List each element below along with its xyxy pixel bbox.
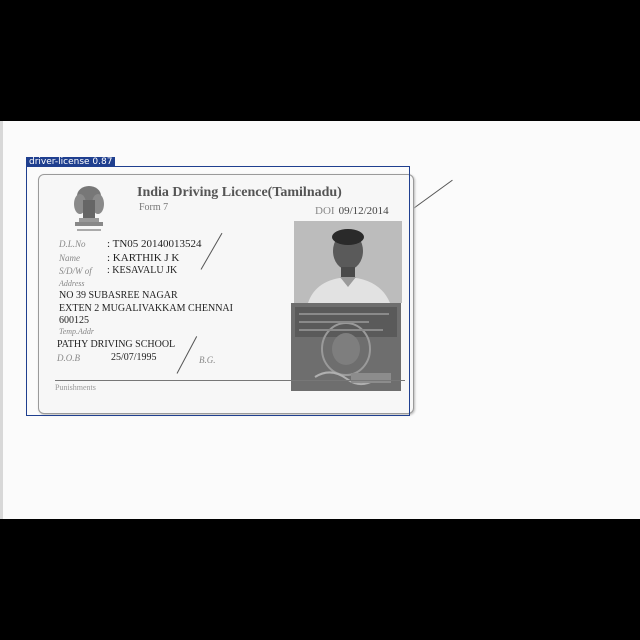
punishments-label: Punishments	[55, 383, 96, 392]
name-label: Name	[59, 253, 80, 263]
temp-address-value: PATHY DRIVING SCHOOL	[57, 339, 176, 350]
card-title: India Driving Licence(Tamilnadu)	[137, 185, 342, 200]
sdw-label: S/D/W of	[59, 266, 92, 276]
temp-address-label: Temp.Addr	[59, 327, 95, 336]
dob-label: D.O.B	[57, 353, 80, 363]
detection-label: driver-license 0.87	[26, 157, 115, 167]
name-value: : KARTHIK J K	[107, 252, 180, 264]
detection-box	[26, 166, 410, 416]
pen-stroke	[412, 180, 453, 210]
blood-group-label: B.G.	[199, 355, 216, 365]
form-number: Form 7	[139, 202, 169, 213]
dl-number-value: : TN05 20140013524	[107, 238, 202, 250]
dl-number-label: D.L.No	[59, 239, 86, 249]
address-line-2: EXTEN 2 MUGALIVAKKAM CHENNAI	[59, 303, 233, 314]
sdw-value: : KESAVALU JK	[107, 265, 178, 276]
doi-label: DOI	[315, 205, 335, 217]
address-line-1: NO 39 SUBASREE NAGAR	[59, 290, 178, 301]
doi-value: 09/12/2014	[338, 205, 389, 217]
scan-edge	[0, 121, 3, 519]
dob-value: 25/07/1995	[111, 352, 157, 363]
address-line-3: 600125	[59, 315, 89, 326]
address-label: Address	[59, 279, 85, 288]
